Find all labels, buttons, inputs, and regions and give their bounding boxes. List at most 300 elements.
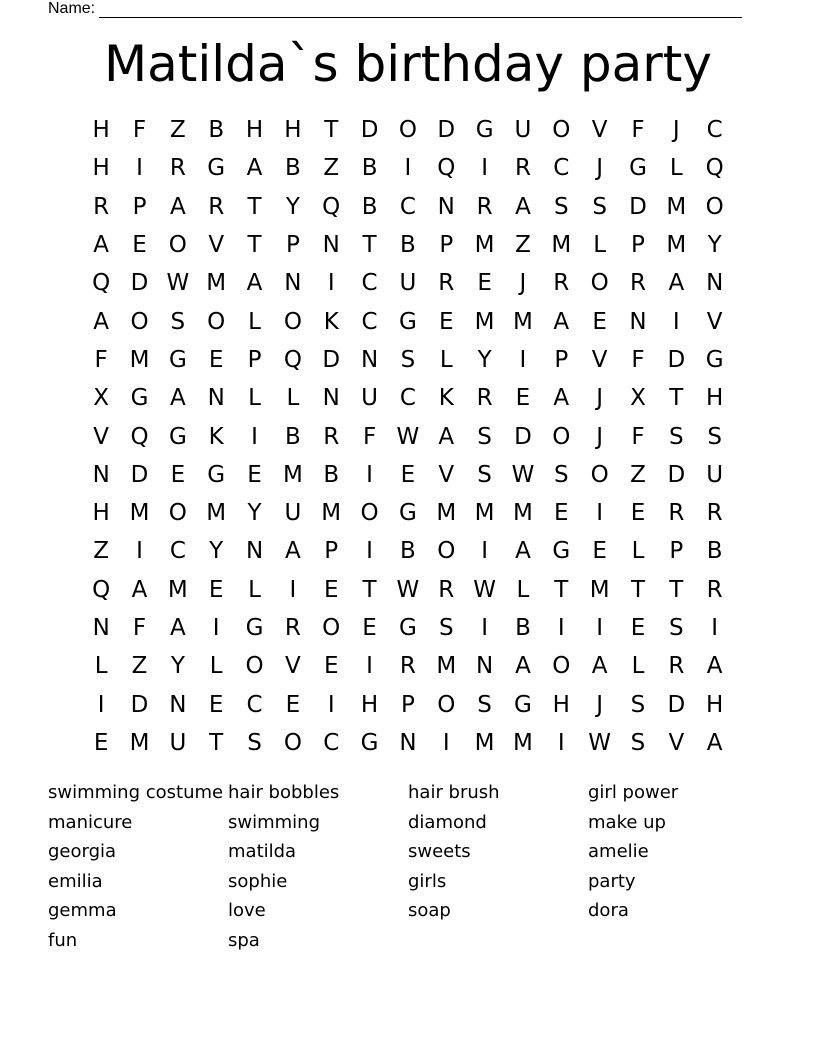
grid-row <box>82 494 734 532</box>
grid-letter: D <box>667 461 686 488</box>
grid-row <box>82 111 734 149</box>
grid-letter: A <box>438 423 455 450</box>
grid-letter: S <box>592 193 607 220</box>
grid-letter: V <box>591 346 608 373</box>
grid-letter: M <box>321 500 342 527</box>
grid-letter: W <box>166 270 190 297</box>
grid-letter: S <box>669 423 684 450</box>
grid-letter: A <box>515 193 531 220</box>
grid-letter: Z <box>131 653 148 680</box>
grid-row <box>82 532 734 570</box>
word-list-item: swimming costume <box>48 782 224 803</box>
word-list-item: hair bobbles <box>228 782 340 803</box>
grid-letter: L <box>248 308 261 335</box>
grid-letter: L <box>593 232 607 259</box>
grid-letter: F <box>631 117 645 144</box>
grid-row <box>82 149 734 187</box>
grid-letter: T <box>630 576 646 603</box>
grid-letter: E <box>208 691 224 718</box>
grid-letter: G <box>245 615 264 641</box>
grid-letter: S <box>553 461 569 488</box>
word-list-item: manicure <box>48 811 133 833</box>
grid-letter: C <box>399 385 416 412</box>
word-list-item: emilia <box>48 870 103 892</box>
grid-letter: N <box>476 653 494 680</box>
grid-row <box>82 302 734 340</box>
grid-letter: O <box>705 193 724 220</box>
grid-letter: N <box>399 729 417 756</box>
grid-letter: O <box>398 117 417 144</box>
grid-letter: R <box>323 423 340 450</box>
grid-letter: I <box>519 346 527 373</box>
grid-letter: T <box>362 576 377 603</box>
grid-letter: G <box>399 308 417 335</box>
grid-letter: A <box>169 385 186 412</box>
grid-letter: Q <box>92 576 111 603</box>
grid-letter: C <box>361 308 378 335</box>
word-list-item: sophie <box>228 870 288 892</box>
grid-letter: M <box>436 653 457 680</box>
grid-letter: A <box>553 308 570 335</box>
grid-letter: H <box>360 691 379 718</box>
grid-letter: M <box>474 308 495 335</box>
grid-letter: E <box>362 615 377 641</box>
grid-letter: E <box>630 500 646 527</box>
grid-letter: U <box>169 729 187 756</box>
grid-letter: N <box>284 270 302 297</box>
grid-letter: R <box>668 653 685 680</box>
grid-row <box>82 379 734 417</box>
grid-letter: T <box>247 193 262 220</box>
grid-letter: E <box>477 270 492 297</box>
grid-letter: M <box>167 576 188 603</box>
grid-letter: H <box>284 117 302 144</box>
grid-letter: N <box>207 385 225 412</box>
grid-letter: C <box>399 193 416 220</box>
grid-letter: G <box>168 423 187 450</box>
grid-letter: O <box>322 615 341 641</box>
word-list-item: amelie <box>588 841 649 863</box>
grid-letter: B <box>208 117 225 144</box>
grid-letter: G <box>399 500 417 527</box>
grid-letter: U <box>514 117 532 144</box>
grid-letter: Q <box>283 346 302 373</box>
grid-letter: Y <box>247 500 262 527</box>
grid-letter: J <box>596 385 604 412</box>
grid-letter: B <box>361 155 378 182</box>
grid-letter: O <box>590 270 609 297</box>
grid-letter: D <box>130 270 149 297</box>
grid-letter: E <box>592 538 607 565</box>
grid-row <box>82 685 734 723</box>
grid-letter: B <box>285 423 301 450</box>
grid-letter: E <box>247 461 262 488</box>
grid-letter: A <box>169 615 186 641</box>
grid-letter: I <box>136 155 143 182</box>
grid-letter: F <box>132 615 147 641</box>
grid-letter: N <box>322 385 340 412</box>
word-list-item: fun <box>48 929 78 951</box>
grid-letter: G <box>360 729 379 756</box>
grid-letter: M <box>513 500 533 527</box>
grid-letter: X <box>93 385 110 412</box>
grid-row <box>82 264 734 302</box>
grid-letter: A <box>246 270 263 297</box>
grid-letter: L <box>209 653 223 680</box>
grid-letter: G <box>552 538 571 565</box>
grid-letter: L <box>669 155 683 182</box>
grid-letter: C <box>169 538 186 565</box>
grid-letter: D <box>437 117 456 144</box>
grid-letter: E <box>400 461 416 488</box>
grid-letter: R <box>476 193 493 220</box>
grid-letter: L <box>516 576 530 603</box>
grid-letter: S <box>630 691 646 718</box>
grid-letter: M <box>513 729 533 756</box>
grid-letter: A <box>285 538 301 565</box>
grid-letter: M <box>436 500 457 527</box>
grid-letter: B <box>706 538 723 565</box>
grid-letter: L <box>94 653 108 680</box>
word-list-item: spa <box>228 929 260 951</box>
grid-letter: Y <box>209 538 224 565</box>
grid-letter: I <box>366 653 373 680</box>
grid-letter: I <box>557 615 565 641</box>
name-line <box>48 0 742 18</box>
grid-letter: H <box>92 155 110 182</box>
grid-letter: G <box>168 346 187 373</box>
letter-grid <box>82 111 734 762</box>
grid-letter: G <box>475 117 494 144</box>
grid-letter: D <box>514 423 532 450</box>
grid-letter: M <box>206 270 227 297</box>
grid-letter: I <box>711 615 719 641</box>
grid-letter: Q <box>322 193 341 220</box>
grid-letter: I <box>596 500 604 527</box>
grid-letter: I <box>481 615 488 641</box>
grid-letter: K <box>208 423 224 450</box>
grid-letter: Q <box>437 155 456 182</box>
grid-row <box>82 647 734 685</box>
grid-letter: Y <box>707 232 722 259</box>
grid-letter: A <box>668 270 685 297</box>
grid-letter: R <box>629 270 646 297</box>
grid-letter: Z <box>515 232 531 259</box>
grid-letter: V <box>208 232 225 259</box>
grid-letter: O <box>360 500 379 527</box>
grid-letter: V <box>285 653 301 680</box>
grid-letter: I <box>251 423 258 450</box>
grid-letter: M <box>666 232 687 259</box>
grid-letter: I <box>481 538 488 565</box>
grid-letter: L <box>248 576 261 603</box>
grid-letter: D <box>667 346 686 373</box>
word-list-item: swimming <box>228 811 321 833</box>
grid-row <box>82 609 734 647</box>
grid-letter: N <box>92 461 110 488</box>
grid-letter: E <box>554 500 569 527</box>
word-list-item: gemma <box>48 900 117 922</box>
grid-letter: L <box>631 653 645 680</box>
grid-row <box>82 417 734 455</box>
grid-letter: U <box>399 270 417 297</box>
grid-letter: R <box>553 270 570 297</box>
grid-letter: S <box>438 615 454 641</box>
grid-letter: J <box>596 691 604 718</box>
grid-letter: O <box>283 729 302 756</box>
word-list-item: dora <box>588 900 629 922</box>
grid-letter: K <box>438 385 454 412</box>
grid-letter: O <box>283 308 302 335</box>
grid-letter: M <box>474 232 495 259</box>
grid-letter: A <box>131 576 148 603</box>
grid-letter: T <box>554 576 569 603</box>
grid-letter: C <box>706 117 723 144</box>
grid-letter: G <box>629 155 647 182</box>
word-list-item: matilda <box>228 841 297 863</box>
word-list-item: make up <box>588 811 666 833</box>
grid-letter: G <box>130 385 149 412</box>
grid-letter: R <box>169 155 186 182</box>
grid-letter: B <box>361 193 378 220</box>
grid-letter: R <box>668 500 685 527</box>
grid-letter: I <box>672 308 680 335</box>
grid-letter: N <box>245 538 264 565</box>
grid-letter: A <box>169 193 186 220</box>
grid-letter: F <box>631 423 645 450</box>
grid-letter: G <box>399 615 417 641</box>
grid-letter: S <box>553 193 569 220</box>
grid-letter: I <box>366 538 373 565</box>
grid-letter: I <box>327 270 335 297</box>
grid-letter: Y <box>170 653 185 680</box>
grid-letter: A <box>706 653 723 680</box>
grid-letter: E <box>438 308 454 335</box>
grid-letter: L <box>439 346 453 373</box>
grid-letter: P <box>285 232 300 259</box>
grid-letter: M <box>474 729 495 756</box>
grid-letter: H <box>706 691 724 718</box>
grid-letter: P <box>132 193 147 220</box>
grid-letter: C <box>553 155 570 182</box>
grid-row <box>82 188 734 226</box>
grid-letter: Z <box>93 538 110 565</box>
grid-letter: U <box>361 385 378 412</box>
word-list-item: love <box>228 900 266 922</box>
grid-letter: A <box>515 653 531 680</box>
grid-letter: S <box>477 423 492 450</box>
grid-letter: R <box>208 193 225 220</box>
grid-letter: J <box>519 270 527 297</box>
grid-letter: P <box>247 346 262 373</box>
grid-letter: I <box>136 538 143 565</box>
grid-letter: M <box>513 308 533 335</box>
grid-letter: F <box>132 117 147 144</box>
grid-letter: V <box>706 308 723 335</box>
grid-letter: M <box>129 729 150 756</box>
grid-letter: S <box>400 346 416 373</box>
grid-letter: F <box>94 346 108 373</box>
grid-letter: S <box>477 691 492 718</box>
grid-letter: D <box>667 691 686 718</box>
grid-letter: I <box>481 155 488 182</box>
grid-letter: R <box>706 576 723 603</box>
grid-letter: A <box>246 155 263 182</box>
word-list-item: girl power <box>588 782 679 803</box>
grid-letter: A <box>591 653 608 680</box>
grid-letter: U <box>706 461 724 488</box>
grid-row <box>82 341 734 379</box>
grid-letter: P <box>631 232 645 259</box>
grid-letter: B <box>515 615 531 641</box>
grid-letter: O <box>437 538 456 565</box>
grid-letter: G <box>514 691 532 718</box>
grid-row <box>82 226 734 264</box>
grid-letter: D <box>360 117 379 144</box>
grid-letter: M <box>666 193 687 220</box>
grid-letter: T <box>669 385 684 412</box>
grid-row <box>82 724 734 762</box>
grid-letter: M <box>282 461 303 488</box>
grid-letter: T <box>247 232 262 259</box>
grid-letter: A <box>553 385 570 412</box>
grid-letter: A <box>93 232 110 259</box>
grid-letter: Q <box>130 423 149 450</box>
grid-letter: E <box>323 576 339 603</box>
grid-letter: E <box>630 615 646 641</box>
grid-letter: R <box>438 270 455 297</box>
grid-letter: N <box>92 615 110 641</box>
grid-letter: O <box>245 653 264 680</box>
grid-letter: M <box>206 500 227 527</box>
word-list-item: diamond <box>408 811 487 833</box>
grid-letter: E <box>285 691 301 718</box>
grid-letter: O <box>552 653 571 680</box>
grid-row <box>82 571 734 609</box>
grid-letter: E <box>515 385 531 412</box>
grid-letter: Z <box>323 155 340 182</box>
grid-letter: E <box>592 308 607 335</box>
grid-letter: B <box>400 538 416 565</box>
grid-letter: Z <box>169 117 186 144</box>
grid-letter: C <box>246 691 263 718</box>
word-list-item: soap <box>408 900 451 922</box>
grid-letter: G <box>207 155 226 182</box>
grid-letter: W <box>511 461 535 488</box>
grid-letter: O <box>168 500 187 527</box>
grid-letter: S <box>630 729 646 756</box>
grid-letter: O <box>590 461 609 488</box>
grid-letter: C <box>361 270 378 297</box>
grid-letter: J <box>596 423 604 450</box>
grid-letter: D <box>130 691 149 718</box>
grid-letter: C <box>323 729 340 756</box>
grid-letter: A <box>93 308 110 335</box>
grid-letter: E <box>93 729 109 756</box>
grid-letter: T <box>324 117 339 144</box>
grid-letter: P <box>400 691 415 718</box>
grid-letter: P <box>439 232 454 259</box>
grid-letter: N <box>169 691 187 718</box>
grid-letter: X <box>630 385 646 412</box>
grid-letter: D <box>629 193 647 220</box>
grid-letter: R <box>514 155 531 182</box>
grid-letter: T <box>209 729 224 756</box>
grid-letter: F <box>362 423 377 450</box>
grid-letter: J <box>672 117 680 144</box>
grid-letter: L <box>248 385 261 412</box>
name-underline <box>99 3 742 18</box>
grid-letter: E <box>208 576 224 603</box>
grid-letter: G <box>207 461 226 488</box>
grid-letter: U <box>284 500 302 527</box>
grid-letter: O <box>168 232 187 259</box>
word-list-item: girls <box>408 870 447 892</box>
grid-letter: I <box>289 576 297 603</box>
grid-letter: N <box>629 308 647 335</box>
grid-letter: O <box>552 423 571 450</box>
grid-letter: D <box>130 461 149 488</box>
grid-letter: A <box>515 538 531 565</box>
grid-letter: E <box>170 461 186 488</box>
grid-letter: I <box>596 615 604 641</box>
grid-letter: V <box>591 117 608 144</box>
grid-letter: E <box>323 653 339 680</box>
grid-letter: R <box>438 576 455 603</box>
grid-letter: O <box>437 691 456 718</box>
grid-letter: V <box>668 729 685 756</box>
grid-letter: P <box>554 346 569 373</box>
word-list-item: georgia <box>48 841 117 863</box>
grid-letter: S <box>707 423 722 450</box>
grid-letter: B <box>285 155 301 182</box>
grid-letter: I <box>442 729 450 756</box>
grid-letter: I <box>212 615 220 641</box>
grid-letter: V <box>93 423 110 450</box>
grid-letter: N <box>360 346 379 373</box>
grid-letter: H <box>552 691 570 718</box>
grid-letter: E <box>208 346 224 373</box>
grid-row <box>82 456 734 494</box>
grid-letter: S <box>170 308 186 335</box>
grid-letter: R <box>476 385 493 412</box>
name-label: Name: <box>48 0 96 17</box>
grid-letter: N <box>706 270 724 297</box>
grid-letter: S <box>247 729 262 756</box>
word-list-item: party <box>588 870 636 892</box>
grid-letter: A <box>706 729 723 756</box>
grid-letter: N <box>322 232 340 259</box>
grid-letter: R <box>399 653 416 680</box>
grid-letter: O <box>130 308 149 335</box>
grid-letter: I <box>97 691 105 718</box>
grid-letter: Y <box>477 346 492 373</box>
grid-letter: I <box>557 729 565 756</box>
grid-letter: P <box>324 538 339 565</box>
grid-letter: W <box>396 576 420 603</box>
grid-letter: D <box>322 346 341 373</box>
grid-letter: H <box>245 117 264 144</box>
grid-letter: H <box>706 385 724 412</box>
word-list-item: sweets <box>408 841 471 863</box>
grid-letter: M <box>551 232 572 259</box>
grid-letter: F <box>631 346 645 373</box>
grid-letter: Y <box>285 193 300 220</box>
grid-letter: V <box>438 461 455 488</box>
grid-letter: Z <box>630 461 646 488</box>
grid-letter: G <box>705 346 724 373</box>
grid-letter: R <box>93 193 110 220</box>
